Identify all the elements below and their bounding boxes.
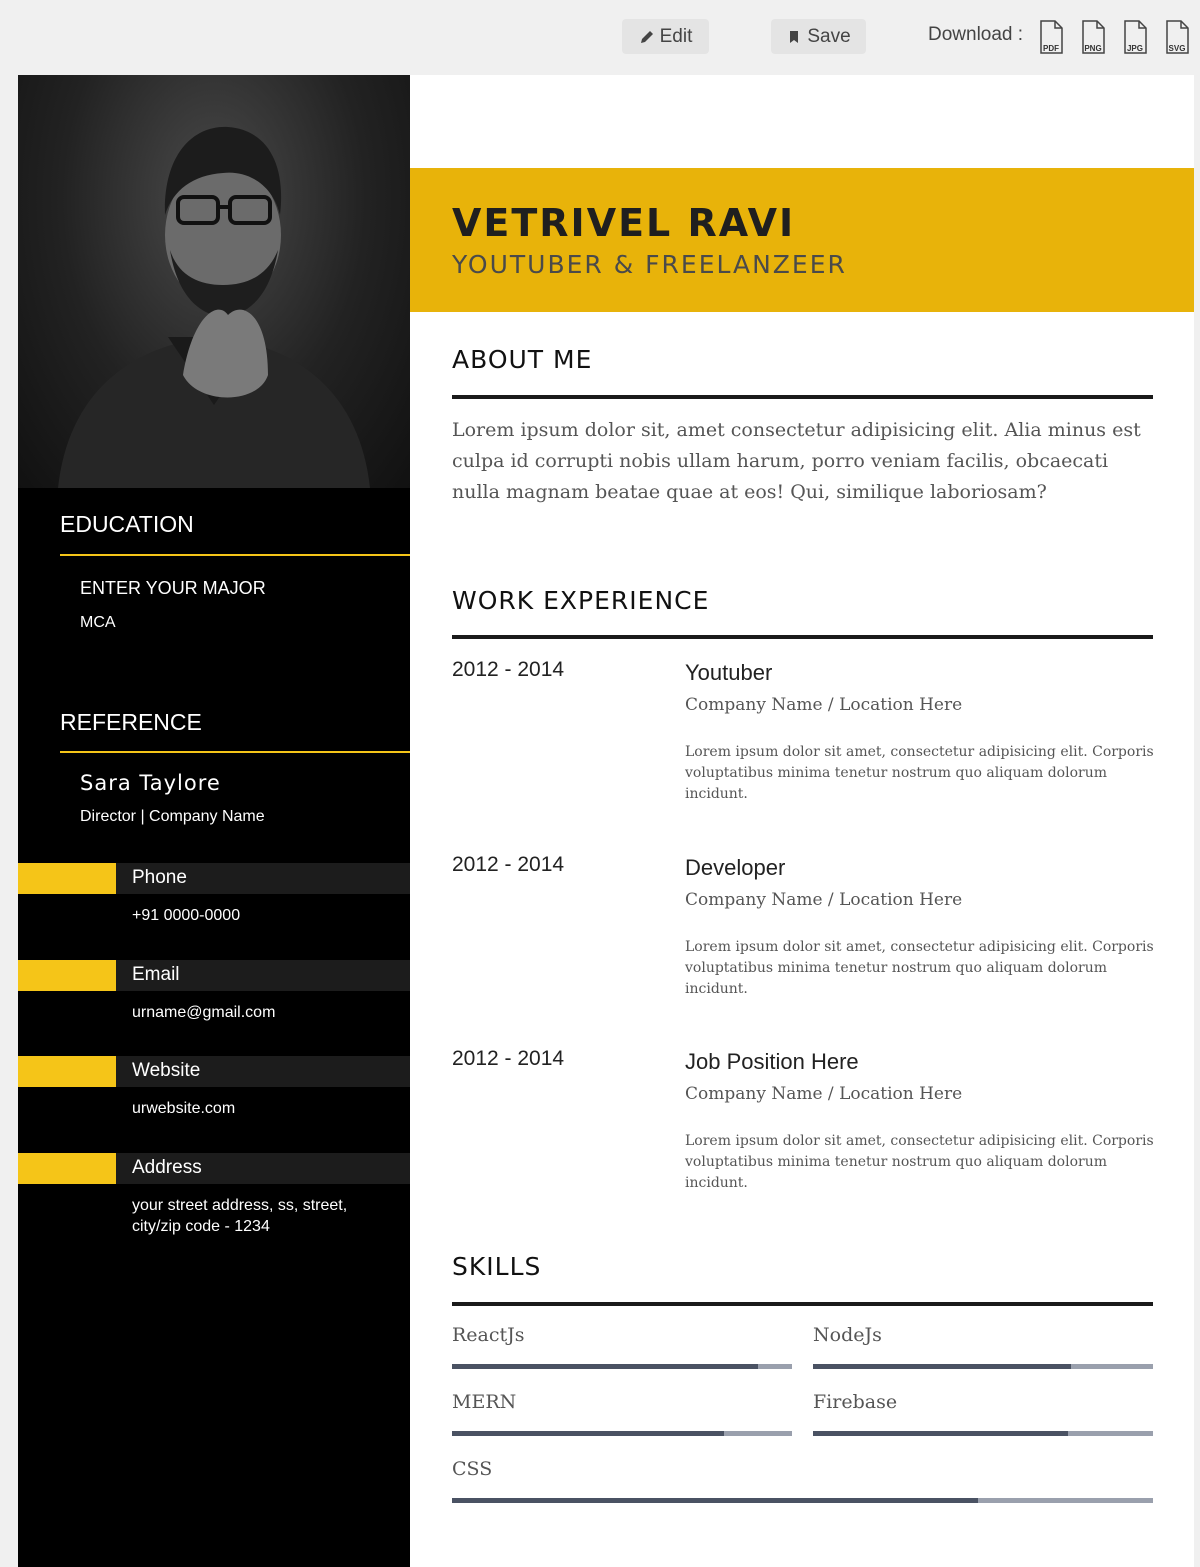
job-description: Lorem ipsum dolor sit amet, consectetur adipisicing elit. Corporis voluptatibus minima tenetur nostrum quo aliquam dolorum incidunt. [685, 744, 1154, 802]
person-silhouette [18, 75, 410, 488]
name-banner [410, 168, 1194, 312]
pdf-label: PDF [1043, 44, 1059, 53]
skill-track [452, 1364, 792, 1369]
contact-value: urwebsite.com [132, 1100, 236, 1117]
contact-value: +91 0000-0000 [132, 907, 241, 924]
contact-accent [18, 1153, 116, 1184]
skill-track [452, 1498, 1153, 1503]
education-degree: MCA [80, 614, 116, 631]
job-entry [452, 658, 1153, 818]
download-options [1038, 20, 1190, 54]
education-heading: EDUCATION [60, 511, 194, 537]
skill-name: CSS [452, 1458, 493, 1480]
job-position: Youtuber [685, 660, 773, 685]
job-position: Developer [685, 855, 786, 880]
jpg-label: JPG [1126, 44, 1143, 53]
skill-track [813, 1431, 1153, 1436]
bookmark-icon [786, 29, 802, 45]
skill-fill [452, 1364, 758, 1369]
contact-label: Phone [132, 867, 187, 888]
download-svg-icon[interactable] [1164, 20, 1190, 54]
download-pdf-icon[interactable] [1038, 20, 1064, 54]
education-major: ENTER YOUR MAJOR [80, 578, 266, 598]
contact-label: Email [132, 964, 180, 985]
job-position: Job Position Here [685, 1049, 859, 1074]
skill-name: Firebase [813, 1391, 898, 1413]
job-company: Company Name / Location Here [685, 890, 963, 910]
profile-name: VETRIVEL RAVI [452, 201, 796, 245]
job-dates: 2012 - 2014 [452, 658, 565, 681]
main-content [410, 75, 1194, 1567]
save-label: Save [807, 25, 851, 47]
png-label: PNG [1084, 44, 1102, 53]
work-heading: WORK EXPERIENCE [452, 586, 710, 615]
contact-value: urname@gmail.com [132, 1004, 276, 1021]
contact-accent [18, 960, 116, 991]
save-button[interactable] [771, 19, 866, 54]
about-text: Lorem ipsum dolor sit, amet consectetur adipisicing elit. Alia minus est culpa id corrupti nobis ullam harum, porro veniam facilis, obcaecati nulla magnam beatae quae at eos! Qui, similique laboriosam? [452, 419, 1141, 503]
skill-fill [813, 1364, 1071, 1369]
skill-fill [452, 1431, 724, 1436]
education-divider [60, 554, 410, 556]
skill-track [813, 1364, 1153, 1369]
contact-value: your street address, ss, street, city/zip code - 1234 [132, 1197, 348, 1235]
reference-name: Sara Taylore [80, 771, 221, 795]
contact-accent [18, 1056, 116, 1087]
skill-name: NodeJs [813, 1324, 882, 1346]
profile-photo [18, 75, 410, 488]
toolbar [0, 0, 1200, 75]
reference-divider [60, 751, 410, 753]
svg-label: SVG [1168, 44, 1186, 53]
job-dates: 2012 - 2014 [452, 853, 565, 876]
download-png-icon[interactable] [1080, 20, 1106, 54]
contact-label: Website [132, 1060, 201, 1081]
download-label: Download : [928, 24, 1024, 45]
job-dates: 2012 - 2014 [452, 1047, 565, 1070]
skills-divider [452, 1302, 1153, 1306]
job-entry [452, 853, 1153, 1013]
skill-fill [452, 1498, 978, 1503]
edit-button[interactable] [622, 19, 709, 54]
profile-title: YOUTUBER & FREELANZEER [452, 250, 847, 279]
job-company: Company Name / Location Here [685, 695, 963, 715]
about-divider [452, 395, 1153, 399]
skills-heading: SKILLS [452, 1252, 542, 1281]
skill-track [452, 1431, 792, 1436]
job-description: Lorem ipsum dolor sit amet, consectetur adipisicing elit. Corporis voluptatibus minima tenetur nostrum quo aliquam dolorum incidunt. [685, 939, 1154, 997]
skill-fill [813, 1431, 1068, 1436]
job-description: Lorem ipsum dolor sit amet, consectetur adipisicing elit. Corporis voluptatibus minima tenetur nostrum quo aliquam dolorum incidunt. [685, 1133, 1154, 1191]
job-entry [452, 1047, 1153, 1207]
skill-name: ReactJs [452, 1324, 525, 1346]
download-jpg-icon[interactable] [1122, 20, 1148, 54]
job-company: Company Name / Location Here [685, 1084, 963, 1104]
work-divider [452, 635, 1153, 639]
reference-role: Director | Company Name [80, 808, 265, 825]
pencil-icon [639, 29, 655, 45]
skill-name: MERN [452, 1391, 517, 1413]
reference-heading: REFERENCE [60, 709, 202, 735]
sidebar [18, 75, 410, 1567]
contact-label: Address [132, 1157, 202, 1178]
about-heading: ABOUT ME [452, 345, 593, 374]
contact-accent [18, 863, 116, 894]
edit-label: Edit [659, 25, 693, 47]
